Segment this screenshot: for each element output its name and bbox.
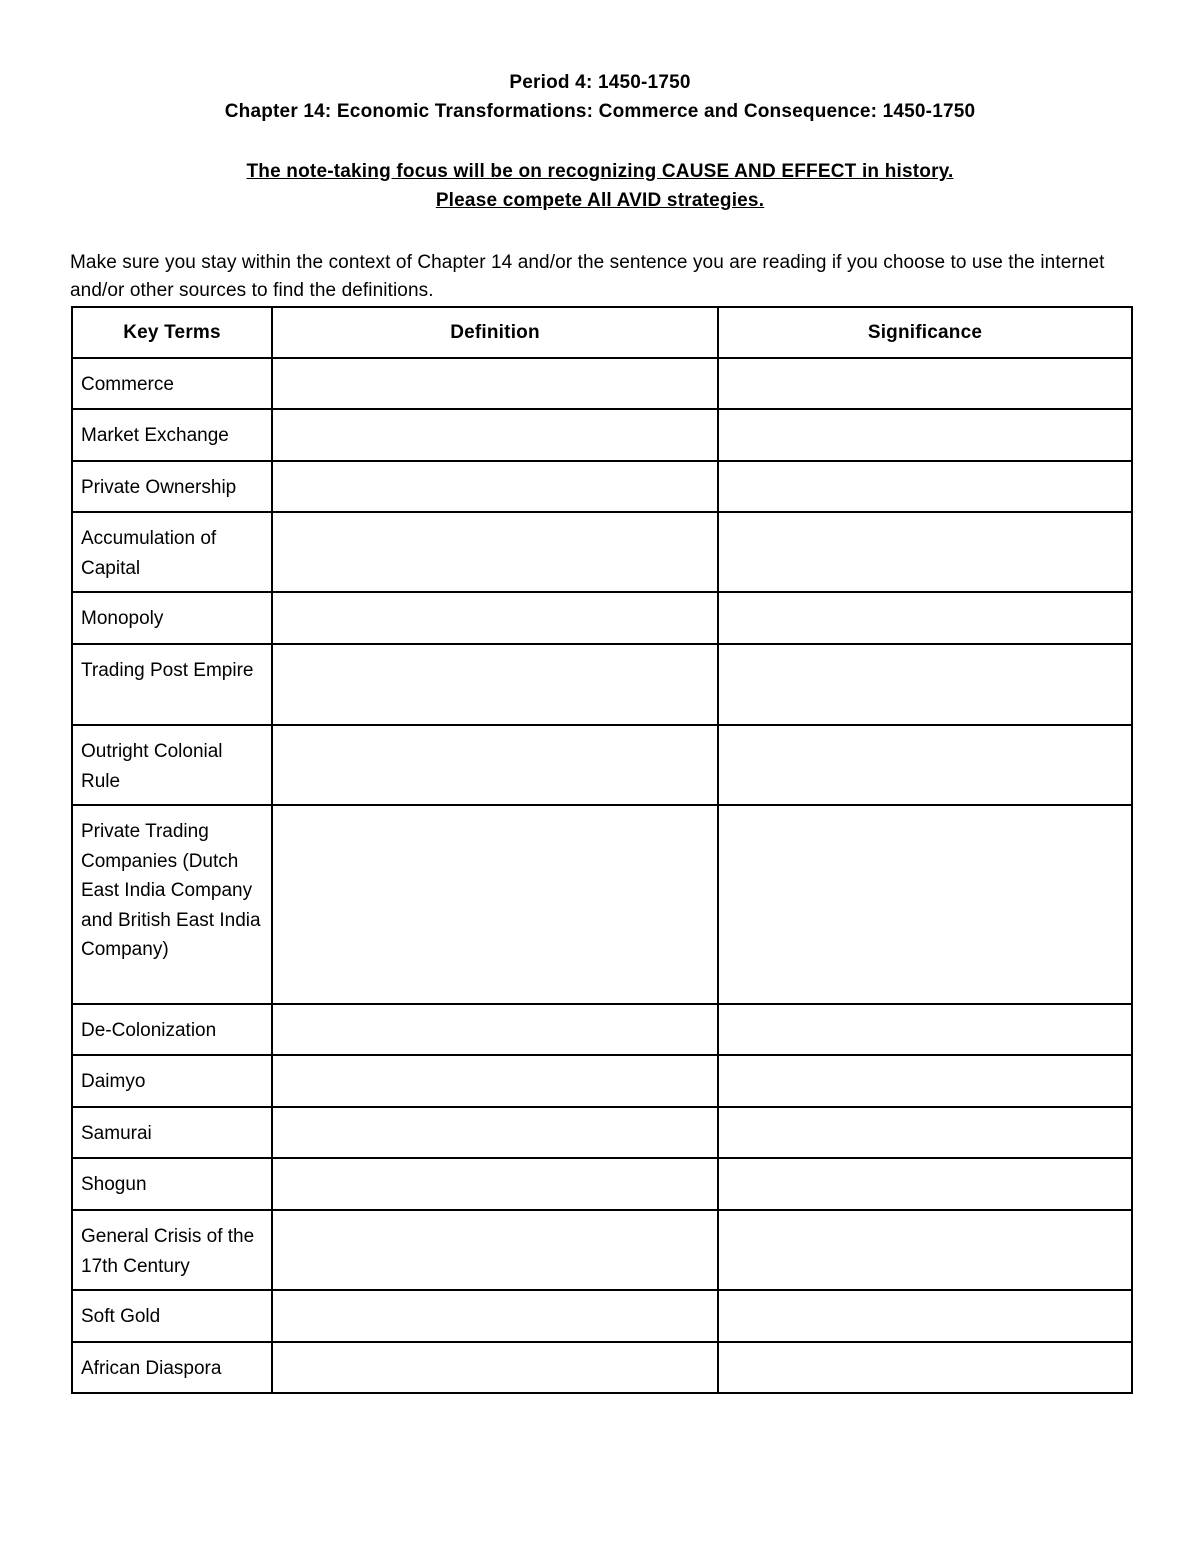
significance-cell[interactable] [718, 461, 1132, 512]
key-term-cell: De-Colonization [72, 1004, 272, 1055]
definition-cell[interactable] [272, 1004, 718, 1055]
table-row [72, 1107, 1132, 1158]
significance-cell[interactable] [718, 1158, 1132, 1210]
significance-cell[interactable] [718, 409, 1132, 461]
table-row [72, 725, 1132, 805]
significance-cell[interactable] [718, 1342, 1132, 1393]
key-term-cell: Soft Gold [72, 1290, 272, 1342]
header-definition: Definition [272, 307, 718, 358]
table-row [72, 644, 1132, 725]
key-term-cell: Private Trading Companies (Dutch East India Company and British East India Company) [72, 805, 272, 1004]
period-title: Period 4: 1450-1750 [509, 72, 691, 93]
table-row [72, 461, 1132, 512]
key-terms-table [71, 306, 1133, 1394]
significance-cell[interactable] [718, 805, 1132, 1004]
key-term-cell: Market Exchange [72, 409, 272, 461]
table-row [72, 512, 1132, 592]
significance-cell[interactable] [718, 358, 1132, 409]
key-term-cell: Accumulation of Capital [72, 512, 272, 592]
significance-cell[interactable] [718, 1290, 1132, 1342]
table-row [72, 1342, 1132, 1393]
definition-cell[interactable] [272, 1210, 718, 1290]
significance-cell[interactable] [718, 1210, 1132, 1290]
definition-cell[interactable] [272, 461, 718, 512]
header-key-terms: Key Terms [72, 307, 272, 358]
significance-cell[interactable] [718, 592, 1132, 644]
table-row [72, 1004, 1132, 1055]
table-row [72, 358, 1132, 409]
definition-cell[interactable] [272, 592, 718, 644]
table-body [72, 358, 1132, 1393]
focus-statement: The note-taking focus will be on recognizing CAUSE AND EFFECT in history. [246, 161, 954, 182]
significance-cell[interactable] [718, 1004, 1132, 1055]
significance-cell[interactable] [718, 644, 1132, 725]
table-row [72, 1290, 1132, 1342]
definition-cell[interactable] [272, 1055, 718, 1107]
definition-cell[interactable] [272, 1107, 718, 1158]
definition-cell[interactable] [272, 1158, 718, 1210]
definition-cell[interactable] [272, 805, 718, 1004]
table-row [72, 409, 1132, 461]
key-term-cell: Monopoly [72, 592, 272, 644]
key-term-cell: African Diaspora [72, 1342, 272, 1393]
definition-cell[interactable] [272, 512, 718, 592]
significance-cell[interactable] [718, 1107, 1132, 1158]
table-row [72, 1158, 1132, 1210]
definition-cell[interactable] [272, 1290, 718, 1342]
key-term-cell: Shogun [72, 1158, 272, 1210]
key-term-cell: Samurai [72, 1107, 272, 1158]
avid-instruction: Please compete All AVID strategies. [435, 190, 765, 211]
definition-cell[interactable] [272, 1342, 718, 1393]
table-row [72, 1055, 1132, 1107]
definition-cell[interactable] [272, 644, 718, 725]
definition-cell[interactable] [272, 725, 718, 805]
header-significance: Significance [718, 307, 1132, 358]
key-term-cell: Private Ownership [72, 461, 272, 512]
chapter-title: Chapter 14: Economic Transformations: Commerce and Consequence: 1450-1750 [224, 101, 976, 122]
significance-cell[interactable] [718, 725, 1132, 805]
table-header-row [72, 307, 1132, 358]
table-row [72, 592, 1132, 644]
key-term-cell: Trading Post Empire [72, 644, 272, 725]
definition-cell[interactable] [272, 409, 718, 461]
significance-cell[interactable] [718, 1055, 1132, 1107]
key-term-cell: Commerce [72, 358, 272, 409]
key-term-cell: Outright Colonial Rule [72, 725, 272, 805]
table-row [72, 1210, 1132, 1290]
instructions-paragraph: Make sure you stay within the context of Chapter 14 and/or the sentence you are reading if you choose to use the internet and/or other sources to find the definitions. [70, 252, 1105, 301]
key-term-cell: Daimyo [72, 1055, 272, 1107]
significance-cell[interactable] [718, 512, 1132, 592]
table-row [72, 805, 1132, 1004]
key-term-cell: General Crisis of the 17th Century [72, 1210, 272, 1290]
definition-cell[interactable] [272, 358, 718, 409]
